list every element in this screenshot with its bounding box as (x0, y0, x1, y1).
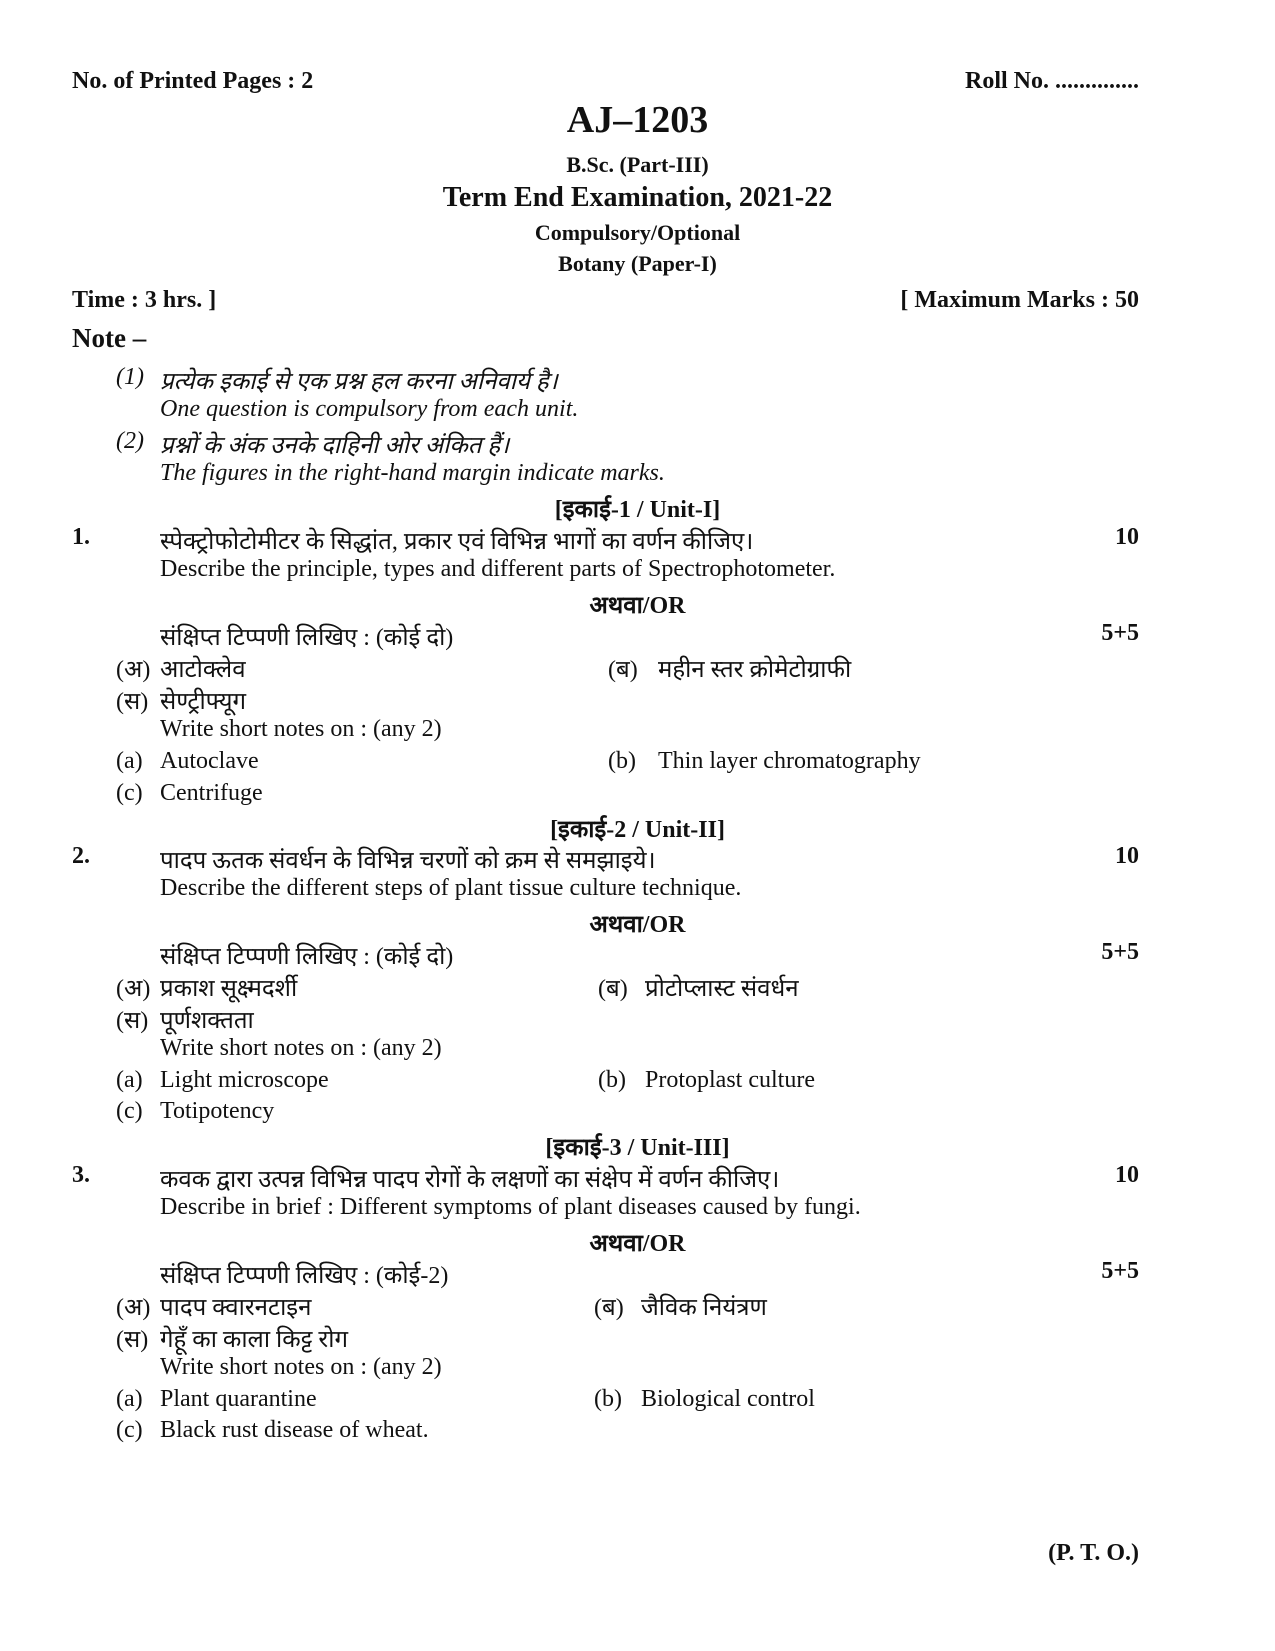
unit-1-heading: [इकाई-1 / Unit-I] (554, 497, 721, 523)
unit-1-hopt-a: आटोक्लेव (160, 657, 246, 683)
unit-1-eopt-c: Centrifuge (160, 780, 263, 806)
note-1-english: One question is compulsory from each unit. (160, 396, 579, 422)
unit-2-hopt-c: पूर्णशक्तता (160, 1008, 254, 1034)
unit-3-alt-marks: 5+5 (1101, 1258, 1139, 1284)
question-1-hindi: स्पेक्ट्रोफोटोमीटर के सिद्धांत, प्रकार एवं विभिन्न भागों का वर्णन कीजिए। (160, 529, 754, 555)
question-1-english: Describe the principle, types and different parts of Spectrophotometer. (160, 556, 836, 582)
note-title: Note – (72, 323, 147, 353)
unit-2-eopt-a: Light microscope (160, 1067, 329, 1093)
question-2-hindi: पादप ऊतक संवर्धन के विभिन्न चरणों को क्रम से समझाइये। (160, 848, 656, 874)
unit-1-or: अथवा/OR (589, 593, 686, 619)
question-3-marks: 10 (1115, 1162, 1139, 1188)
unit-2-eopt-c-label: (c) (116, 1098, 143, 1124)
unit-3-eopt-b: Biological control (641, 1386, 815, 1412)
unit-1-alt-english: Write short notes on : (any 2) (160, 716, 442, 742)
unit-1-eopt-c-label: (c) (116, 780, 143, 806)
exam-type: Compulsory/Optional (534, 220, 741, 245)
unit-2-alt-english: Write short notes on : (any 2) (160, 1035, 442, 1061)
unit-1-hopt-b-label: (ब) (608, 657, 638, 683)
unit-2-eopt-b-label: (b) (598, 1067, 626, 1093)
unit-3-alt-english: Write short notes on : (any 2) (160, 1354, 442, 1380)
note-2-hindi: प्रश्नों के अंक उनके दाहिनी ओर अंकित हैं। (160, 433, 510, 459)
unit-1-hopt-a-label: (अ) (116, 657, 151, 683)
unit-3-hopt-b: जैविक नियंत्रण (641, 1295, 767, 1321)
unit-3-eopt-a-label: (a) (116, 1386, 143, 1412)
unit-1-hopt-c: सेण्ट्रीफ्यूग (160, 689, 247, 715)
unit-1-eopt-a: Autoclave (160, 748, 259, 774)
unit-3-hopt-a-label: (अ) (116, 1295, 151, 1321)
question-1-number: 1. (72, 524, 90, 550)
pto-label: (P. T. O.) (1048, 1540, 1139, 1566)
unit-2-or: अथवा/OR (589, 912, 686, 938)
question-1-marks: 10 (1115, 524, 1139, 550)
unit-1-eopt-a-label: (a) (116, 748, 143, 774)
question-3-number: 3. (72, 1162, 90, 1188)
unit-3-hopt-c-label: (स) (116, 1327, 149, 1353)
unit-2-alt-hindi: संक्षिप्त टिप्पणी लिखिए : (कोई दो) (160, 944, 454, 970)
time-allowed: Time : 3 hrs. ] (72, 287, 217, 313)
exam-title: Term End Examination, 2021-22 (442, 182, 833, 213)
unit-1-alt-hindi: संक्षिप्त टिप्पणी लिखिए : (कोई दो) (160, 625, 454, 651)
unit-2-hopt-b: प्रोटोप्लास्ट संवर्धन (645, 976, 799, 1002)
unit-3-hopt-a: पादप क्वारनटाइन (160, 1295, 312, 1321)
question-2-english: Describe the different steps of plant tissue culture technique. (160, 875, 742, 901)
note-2-english: The figures in the right-hand margin indicate marks. (160, 460, 665, 486)
max-marks: [ Maximum Marks : 50 (900, 287, 1139, 313)
unit-2-alt-marks: 5+5 (1101, 939, 1139, 965)
unit-3-eopt-c: Black rust disease of wheat. (160, 1417, 429, 1443)
printed-pages: No. of Printed Pages : 2 (72, 68, 314, 94)
unit-2-eopt-b: Protoplast culture (645, 1067, 815, 1093)
question-2-number: 2. (72, 843, 90, 869)
unit-2-heading: [इकाई-2 / Unit-II] (550, 817, 725, 843)
unit-2-eopt-a-label: (a) (116, 1067, 143, 1093)
unit-2-eopt-c: Totipotency (160, 1098, 275, 1124)
unit-3-hopt-c: गेहूँ का काला किट्ट रोग (160, 1327, 348, 1353)
unit-1-hopt-b: महीन स्तर क्रोमेटोग्राफी (658, 657, 852, 683)
paper-code: AJ–1203 (566, 99, 709, 141)
question-2-marks: 10 (1115, 843, 1139, 869)
unit-1-eopt-b: Thin layer chromatography (658, 748, 921, 774)
unit-3-alt-hindi: संक्षिप्त टिप्पणी लिखिए : (कोई-2) (160, 1263, 449, 1289)
roll-no: Roll No. .............. (965, 68, 1139, 94)
unit-3-hopt-b-label: (ब) (594, 1295, 624, 1321)
unit-3-eopt-b-label: (b) (594, 1386, 622, 1412)
unit-2-hopt-a: प्रकाश सूक्ष्मदर्शी (160, 976, 298, 1002)
unit-3-heading: [इकाई-3 / Unit-III] (545, 1135, 730, 1161)
course-name: B.Sc. (Part-III) (566, 152, 709, 177)
unit-2-hopt-c-label: (स) (116, 1008, 149, 1034)
unit-1-eopt-b-label: (b) (608, 748, 636, 774)
unit-3-or: अथवा/OR (589, 1231, 686, 1257)
subject-name: Botany (Paper-I) (558, 251, 717, 276)
question-3-english: Describe in brief : Different symptoms of plant diseases caused by fungi. (160, 1194, 861, 1220)
question-3-hindi: कवक द्वारा उत्पन्न विभिन्न पादप रोगों के लक्षणों का संक्षेप में वर्णन कीजिए। (160, 1167, 780, 1193)
unit-3-eopt-a: Plant quarantine (160, 1386, 317, 1412)
note-2-num: (2) (116, 428, 144, 454)
note-1-hindi: प्रत्येक इकाई से एक प्रश्न हल करना अनिवार्य है। (160, 369, 558, 395)
unit-2-hopt-b-label: (ब) (598, 976, 628, 1002)
unit-1-alt-marks: 5+5 (1101, 620, 1139, 646)
unit-3-eopt-c-label: (c) (116, 1417, 143, 1443)
note-1-num: (1) (116, 364, 144, 390)
unit-2-hopt-a-label: (अ) (116, 976, 151, 1002)
unit-1-hopt-c-label: (स) (116, 689, 149, 715)
